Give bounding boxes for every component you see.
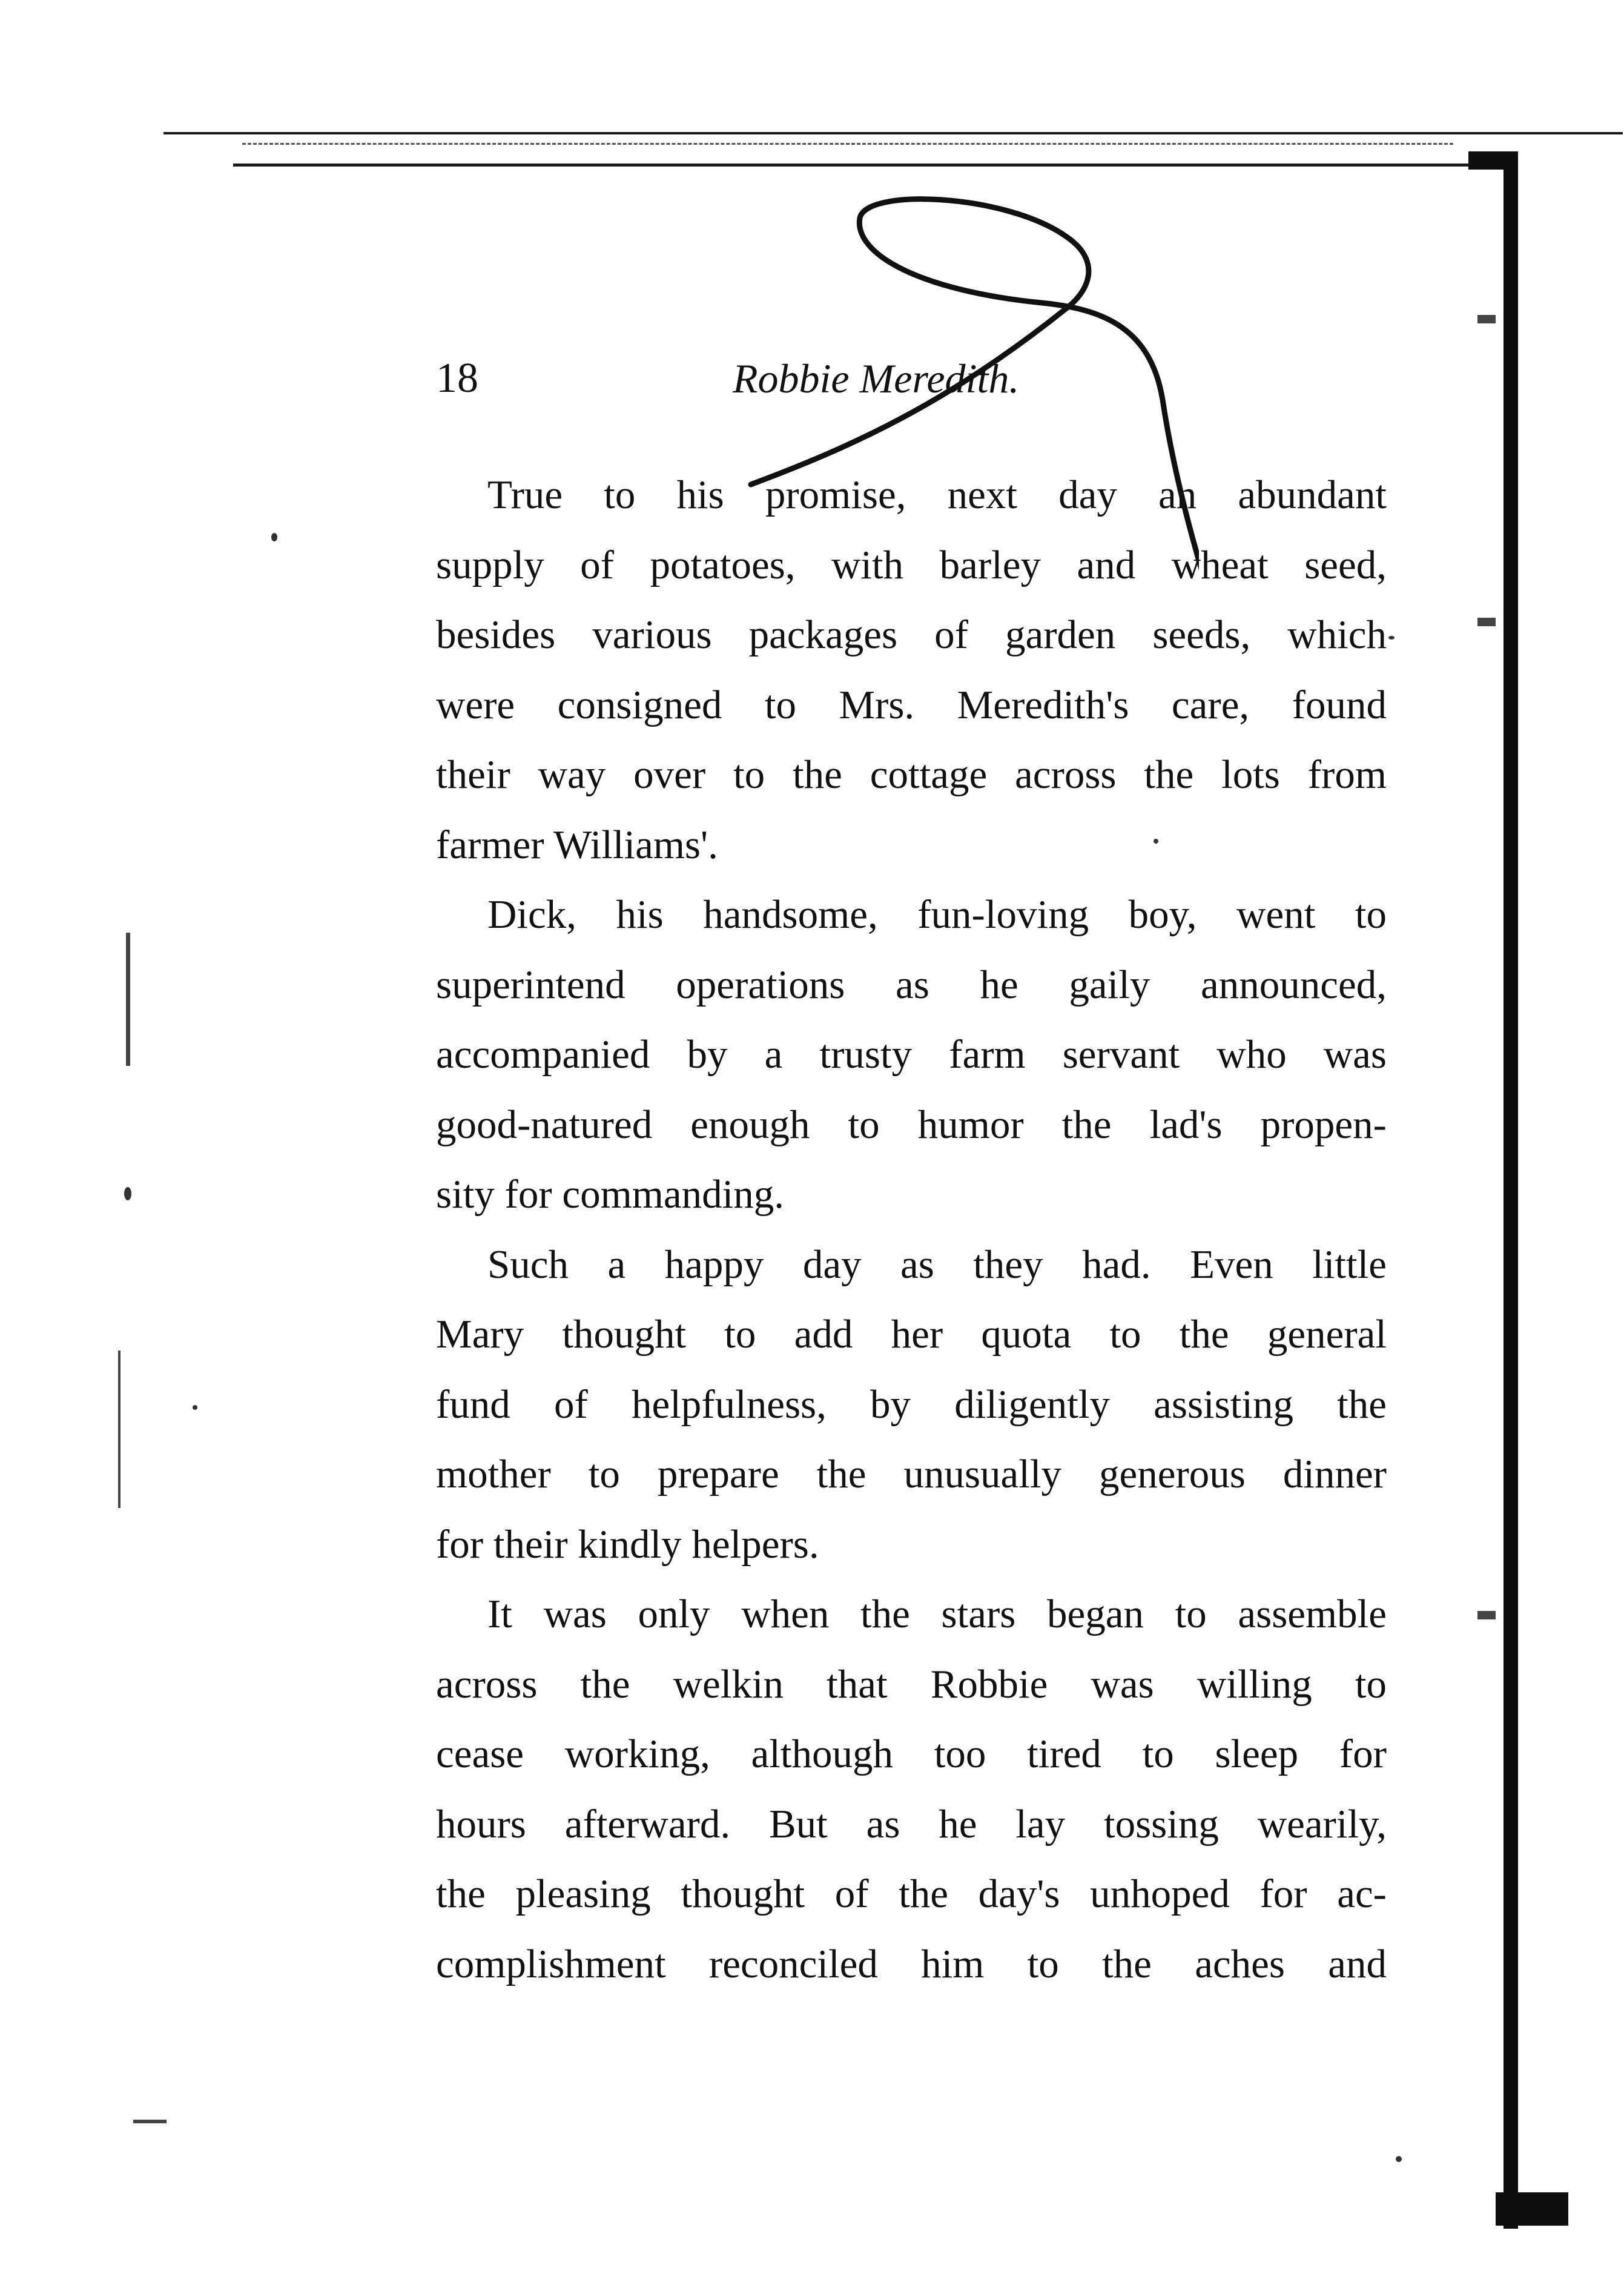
text-line: across the welkin that Robbie was willing to	[436, 1661, 1387, 1707]
text-line: for their kindly helpers.	[436, 1521, 819, 1567]
scan-speck	[124, 1187, 131, 1200]
running-title: Robbie Meredith.	[733, 355, 1020, 402]
spine-cap-top	[1468, 151, 1511, 170]
scan-speck	[1388, 636, 1395, 640]
text-line: complishment reconciled him to the aches and	[436, 1941, 1387, 1986]
text-line: It was only when the stars began to assemble	[487, 1592, 1387, 1636]
text-line: besides various packages of garden seeds, which	[436, 612, 1387, 657]
text-line: True to his promise, next day an abundant	[487, 472, 1387, 517]
scan-speck	[1396, 2156, 1402, 2162]
text-line: sity for commanding.	[436, 1172, 784, 1217]
text-line: Mary thought to add her quota to the general	[436, 1312, 1387, 1357]
scan-speck	[271, 533, 277, 541]
text-line: cease working, although too tired to sleep for	[436, 1731, 1387, 1776]
text-line: Dick, his handsome, fun-loving boy, went to	[487, 892, 1387, 937]
text-line: good-natured enough to humor the lad's propen-	[436, 1102, 1387, 1147]
text-line: their way over to the cottage across the lots from	[436, 752, 1387, 797]
page-number: 18	[436, 355, 478, 402]
page-header	[436, 351, 1120, 406]
text-line: supply of potatoes, with barley and wheat seed,	[436, 542, 1387, 587]
body-text	[436, 460, 1387, 1999]
margin-scan-mark	[126, 933, 130, 1066]
book-spine-edge	[1504, 151, 1518, 2229]
text-line: hours afterward. But as he lay tossing wearily,	[436, 1801, 1387, 1847]
text-line: mother to prepare the unusually generous dinner	[436, 1452, 1387, 1496]
text-line: Such a happy day as they had. Even little	[487, 1242, 1387, 1287]
margin-scan-mark	[118, 1351, 120, 1508]
text-line: the pleasing thought of the day's unhoped for ac-	[436, 1871, 1387, 1916]
text-line: were consigned to Mrs. Meredith's care, found	[436, 682, 1387, 727]
margin-scan-mark	[1477, 315, 1496, 323]
margin-scan-mark	[1477, 1611, 1496, 1619]
text-line: farmer Williams'.	[436, 822, 718, 867]
top-border-rule	[163, 132, 1623, 134]
scan-speck	[1154, 839, 1158, 844]
header-rule	[233, 164, 1511, 167]
text-line: fund of helpfulness, by diligently assisting the	[436, 1381, 1387, 1427]
text-line: accompanied by a trusty farm servant who was	[436, 1032, 1387, 1077]
scan-speck	[193, 1405, 197, 1410]
spine-cap-bottom	[1496, 2192, 1568, 2226]
margin-scan-mark	[1477, 618, 1496, 626]
text-line: superintend operations as he gaily announced,	[436, 962, 1387, 1007]
margin-scan-mark	[133, 2120, 167, 2123]
dashed-rule	[242, 143, 1453, 145]
